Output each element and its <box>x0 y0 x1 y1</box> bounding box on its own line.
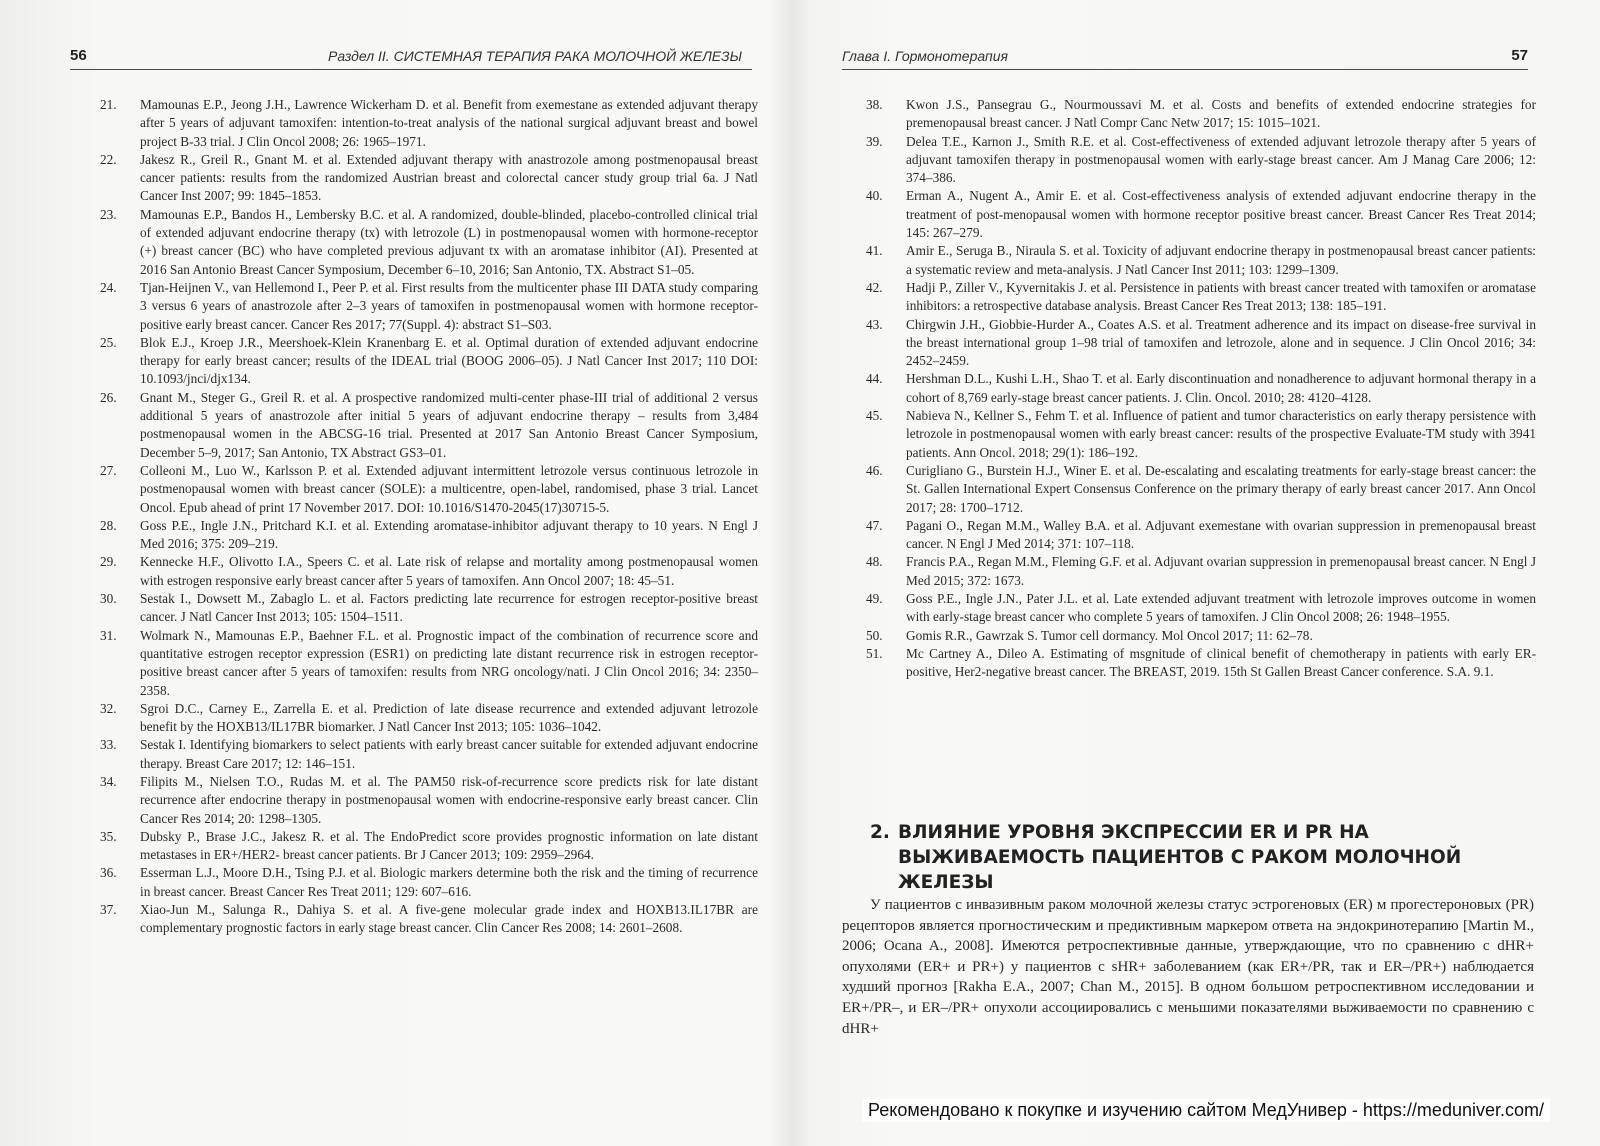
reference-number: 48. <box>866 554 883 570</box>
reference-text: Esserman L.J., Moore D.H., Tsing P.J. et al. Biologic markers determine both the risk and the timing of recurrence in breast cancer. Breast Cancer Res Treat 2011; 129: 607–616. <box>140 865 758 899</box>
reference-number: 29. <box>100 554 117 570</box>
reference-text: Mc Cartney A., Dileo A. Estimating of msgnitude of clinical benefit of chemotherapy in patients with early ER-positive, Her2-negative breast cancer. The BREAST, 2019. 15th St Gallen Breast Cancer conference. S.A. 9.1. <box>906 645 1536 680</box>
left-page-header <box>70 47 752 70</box>
right-page-header <box>842 47 1528 70</box>
reference-number: 51. <box>866 645 883 661</box>
watermark-footer: Рекомендовано к покупке и изучению сайтом МедУнивер - https://meduniver.com/ <box>862 1099 1550 1122</box>
reference-text: Xiao-Jun M., Salunga R., Dahiya S. et al. A five-gene molecular grade index and HOXB13.IL17BR are complementary prognostic factors in early stage breast cancer. Clin Cancer Res 2008; 14: 2601–2608. <box>140 902 758 936</box>
section-heading <box>870 820 1530 895</box>
reference-item <box>866 187 1536 242</box>
reference-text: Tjan-Heijnen V., van Hellemond I., Peer P. et al. First results from the multicenter phase III DATA study comparing 3 versus 6 years of anastrozole after 2–3 years of tamoxifen in postmenopausal women with hormone receptor-positive early breast cancer. Cancer Res 2017; 77(Suppl. 4): abstract S1–S03. <box>140 279 758 332</box>
running-header: Глава I. Гормонотерапия <box>842 48 1008 64</box>
reference-text: Blok E.J., Kroep J.R., Meershoek-Klein Kranenbarg E. et al. Optimal duration of extended adjuvant endocrine therapy for early breast cancer; results of the IDEAL trial (BOOG 2006–05). J Natl Cancer Inst 2017; 110 DOI: 10.1093/jnci/djx134. <box>140 334 758 387</box>
reference-number: 46. <box>866 462 883 478</box>
reference-number: 27. <box>100 462 117 478</box>
reference-number: 35. <box>100 828 117 844</box>
reference-number: 21. <box>100 97 117 112</box>
reference-number: 40. <box>866 188 883 204</box>
body-paragraph: У пациентов с инвазивным раком молочной железы статус эстрогеновых (ER) м прогестероновых (PR) рецепторов является прогностическим и предиктивным маркером ответа на эндокринотерапию [Martin M., 2006; Ocana A., 2008]. Имеются ретроспективные данные, утверждающие, что по сравнению с dHR+ опухолями (ER+ и PR+) у пациентов с sHR+ заболеванием (как ER+/PR, так и ER–/PR+) наблюдается худший прогноз [Rakha E.A., 2007; Chan M., 2015]. В одном большом ретроспективном исследовании и ER+/PR–, и ER–/PR+ опухоли ассоциировались с меньшими показателями выживаемости по сравнению с dHR+ <box>842 897 1534 1037</box>
reference-item <box>866 517 1536 554</box>
reference-item <box>866 407 1536 462</box>
reference-number: 22. <box>100 151 117 167</box>
reference-number: 34. <box>100 773 117 789</box>
reference-item <box>100 151 758 206</box>
reference-number: 28. <box>100 517 117 533</box>
reference-number: 24. <box>100 279 117 295</box>
reference-text: Nabieva N., Kellner S., Fehm T. et al. Influence of patient and tumor characteristics on early therapy persistence with letrozole in postmenopausal women with early breast cancer: results of the prospective Evaluate-TM study with 3941 patients. Ann Oncol. 2018; 29(1): 186–192. <box>906 408 1536 460</box>
page-number: 56 <box>70 47 87 64</box>
reference-number: 36. <box>100 865 117 881</box>
reference-item <box>866 462 1536 517</box>
reference-item <box>866 96 1536 133</box>
reference-item <box>100 96 758 151</box>
reference-item <box>100 334 758 389</box>
reference-number: 38. <box>866 97 883 112</box>
running-header: Раздел II. СИСТЕМНАЯ ТЕРАПИЯ РАКА МОЛОЧНОЙ ЖЕЛЕЗЫ <box>328 48 742 64</box>
reference-text: Curigliano G., Burstein H.J., Winer E. et al. De-escalating and escalating treatments for early-stage breast cancer: the St. Gallen International Expert Consensus Conference on the primary therapy of early breast cancer 2017. Ann Oncol 2017; 28: 1700–1712. <box>906 462 1536 515</box>
reference-text: Delea T.E., Karnon J., Smith R.E. et al. Cost-effectiveness of extended adjuvant letrozole therapy after 5 years of adjuvant tamoxifen therapy in postmenopausal women with early-stage breast cancer. Am J Manag Care 2006; 12: 374–386. <box>906 133 1536 186</box>
reference-number: 42. <box>866 279 883 295</box>
reference-text: Hadji P., Ziller V., Kyvernitakis J. et al. Persistence in patients with breast cancer treated with tamoxifen or aromatase inhibitors: a retrospective database analysis. Breast Cancer Res Treat 2013; 138: 185–191. <box>906 279 1536 314</box>
reference-text: Erman A., Nugent A., Amir E. et al. Cost-effectiveness analysis of extended adjuvant endocrine therapy in the treatment of post-menopausal women with hormone receptor positive breast cancer. Breast Cancer Res Treat 2014; 145: 267–279. <box>906 188 1536 241</box>
reference-item <box>866 553 1536 590</box>
reference-item <box>866 316 1536 371</box>
reference-text: Filipits M., Nielsen T.O., Rudas M. et al. The PAM50 risk-of-recurrence score predicts risk for late distant recurrence after endocrine therapy in postmenopausal women with endocrine-responsive early breast cancer. Clin Cancer Res 2014; 20: 1298–1305. <box>140 773 758 826</box>
reference-text: Sestak I. Identifying biomarkers to select patients with early breast cancer suitable for extended adjuvant endocrine therapy. Breast Care 2017; 12: 146–151. <box>140 737 758 771</box>
section-number: 2. <box>870 822 890 843</box>
reference-text: Gomis R.R., Gawrzak S. Tumor cell dormancy. Mol Oncol 2017; 11: 62–78. <box>906 627 1313 643</box>
reference-item <box>866 627 1536 645</box>
reference-item <box>100 279 758 334</box>
reference-number: 37. <box>100 902 117 918</box>
reference-item <box>866 645 1536 682</box>
reference-item <box>100 864 758 901</box>
reference-item <box>100 627 758 700</box>
reference-number: 41. <box>866 243 883 259</box>
reference-list <box>866 96 1536 682</box>
reference-item <box>100 389 758 462</box>
reference-number: 47. <box>866 517 883 533</box>
reference-item <box>100 517 758 554</box>
reference-text: Sestak I., Dowsett M., Zabaglo L. et al. Factors predicting late recurrence for estrogen receptor-positive breast cancer. J Natl Cancer Inst 2013; 105: 1504–1511. <box>140 591 758 625</box>
reference-number: 30. <box>100 591 117 607</box>
reference-text: Hershman D.L., Kushi L.H., Shao T. et al. Early discontinuation and nonadherence to adjuvant hormonal therapy in a cohort of 8,769 early-stage breast cancer patients. J. Clin. Oncol. 2010; 28: 4120–4128. <box>906 371 1536 405</box>
reference-number: 33. <box>100 737 117 753</box>
reference-text: Jakesz R., Greil R., Gnant M. et al. Extended adjuvant therapy with anastrozole among postmenopausal breast cancer patients: results from the randomized Austrian breast and colorectal cancer study group trial 6a. J Natl Cancer Inst 2007; 99: 1845–1853. <box>140 151 758 204</box>
reference-number: 43. <box>866 316 883 332</box>
reference-text: Amir E., Seruga B., Niraula S. et al. Toxicity of adjuvant endocrine therapy in postmenopausal breast cancer patients: a systematic review and meta-analysis. J Natl Cancer Inst 2011; 103: 1299–1309. <box>906 243 1536 277</box>
reference-text: Francis P.A., Regan M.M., Fleming G.F. et al. Adjuvant ovarian suppression in premenopausal breast cancer. N Engl J Med 2015; 372: 1673. <box>906 554 1536 588</box>
reference-number: 49. <box>866 591 883 607</box>
reference-item <box>100 700 758 737</box>
reference-number: 45. <box>866 408 883 424</box>
reference-number: 31. <box>100 627 117 643</box>
reference-item <box>100 462 758 517</box>
reference-item <box>100 553 758 590</box>
reference-text: Chirgwin J.H., Giobbie-Hurder A., Coates A.S. et al. Treatment adherence and its impact on disease-free survival in the breast international group 1–98 trial of tamoxifen and letrozole, alone and in sequence. J Clin Oncol 2016; 34: 2452–2459. <box>906 316 1536 369</box>
reference-item <box>866 133 1536 188</box>
reference-text: Wolmark N., Mamounas E.P., Baehner F.L. et al. Prognostic impact of the combination of recurrence score and quantitative estrogen receptor expression (ESR1) on predicting late distant recurrence risk in estrogen receptor-positive breast cancer after 5 years of tamoxifen: results from NRG oncology/nati. J Clin Oncol 2016; 34: 2350–2358. <box>140 627 758 698</box>
reference-item <box>100 828 758 865</box>
reference-text: Kennecke H.F., Olivotto I.A., Speers C. et al. Late risk of relapse and mortality among postmenopausal women with estrogen responsive early breast cancer after 5 years of tamoxifen. Ann Oncol 2007; 18: 45–51. <box>140 554 758 588</box>
reference-text: Dubsky P., Brase J.C., Jakesz R. et al. The EndoPredict score provides prognostic information on late distant metastases in ER+/HER2- breast cancer patients. Br J Cancer 2013; 109: 2959–2964. <box>140 828 758 863</box>
reference-item <box>100 901 758 938</box>
reference-number: 32. <box>100 700 117 716</box>
reference-item <box>866 242 1536 279</box>
reference-item <box>866 590 1536 627</box>
page-number: 57 <box>1511 47 1528 64</box>
reference-item <box>100 773 758 828</box>
reference-number: 26. <box>100 389 117 405</box>
reference-text: Mamounas E.P., Jeong J.H., Lawrence Wickerham D. et al. Benefit from exemestane as extended adjuvant therapy after 5 years of adjuvant tamoxifen: intention-to-treat analysis of the national surgical adjuvant breast and bowel project B-33 trial. J Clin Oncol 2008; 26: 1965–1971. <box>140 97 758 149</box>
reference-text: Sgroi D.C., Carney E., Zarrella E. et al. Prediction of late disease recurrence and extended adjuvant letrozole benefit by the HOXB13/IL17BR biomarker. J Natl Cancer Inst 2013; 105: 1036–1042. <box>140 700 758 735</box>
reference-text: Goss P.E., Ingle J.N., Pritchard K.I. et al. Extending aromatase-inhibitor adjuvant therapy to 10 years. N Engl J Med 2016; 375: 209–219. <box>140 517 758 552</box>
reference-item <box>100 206 758 279</box>
reference-text: Mamounas E.P., Bandos H., Lembersky B.C. et al. A randomized, double-blinded, placebo-controlled clinical trial of extended adjuvant endocrine therapy (tx) with letrozole (L) in postmenopausal women with hormone-receptor (+) breast cancer (BC) who have completed previous adjuvant tx with an aromatase inhibitor (AI). Presented at 2016 San Antonio Breast Cancer Symposium, December 6–10, 2016; San Antonio, TX. Abstract S1–05. <box>140 206 758 277</box>
reference-item <box>866 370 1536 407</box>
reference-text: Pagani O., Regan M.M., Walley B.A. et al. Adjuvant exemestane with ovarian suppression in premenopausal breast cancer. N Engl J Med 2014; 371: 107–118. <box>906 517 1536 552</box>
reference-item <box>100 590 758 627</box>
reference-text: Kwon J.S., Pansegrau G., Nourmoussavi M. et al. Costs and benefits of extended endocrine strategies for premenopausal breast cancer. J Natl Compr Canc Netw 2017; 15: 1015–1021. <box>906 97 1536 131</box>
reference-number: 23. <box>100 206 117 222</box>
section-title: ВЛИЯНИЕ УРОВНЯ ЭКСПРЕССИИ ER И PR НА ВЫЖИВАЕМОСТЬ ПАЦИЕНТОВ С РАКОМ МОЛОЧНОЙ ЖЕЛЕЗЫ <box>898 822 1462 893</box>
reference-list <box>100 96 758 938</box>
reference-number: 39. <box>866 133 883 149</box>
right-page <box>800 0 1600 1146</box>
reference-text: Goss P.E., Ingle J.N., Pater J.L. et al. Late extended adjuvant treatment with letrozole improves outcome in women with early-stage breast cancer who complete 5 years of tamoxifen. J Clin Oncol 2008; 26: 1948–1955. <box>906 591 1536 625</box>
reference-text: Gnant M., Steger G., Greil R. et al. A prospective randomized multi-center phase-III trial of additional 2 versus additional 5 years of anastrozole after initial 5 years of adjuvant endocrine therapy – results from 3,484 postmenopausal women in the ABCSG-16 trial. Presented at 2017 San Antonio Breast Cancer Symposium, December 5–9, 2017; San Antonio, TX Abstract GS3–01. <box>140 389 758 460</box>
reference-number: 50. <box>866 627 883 643</box>
reference-number: 25. <box>100 334 117 350</box>
reference-item <box>866 279 1536 316</box>
reference-item <box>100 736 758 773</box>
reference-text: Colleoni M., Luo W., Karlsson P. et al. Extended adjuvant intermittent letrozole versus continuous letrozole in postmenopausal women with breast cancer (SOLE): a multicentre, open-label, randomised, phase 3 trial. Lancet Oncol. Epub ahead of print 17 November 2017. DOI: 10.1016/S1470-2045(17)30715-5. <box>140 462 758 515</box>
reference-number: 44. <box>866 371 883 387</box>
